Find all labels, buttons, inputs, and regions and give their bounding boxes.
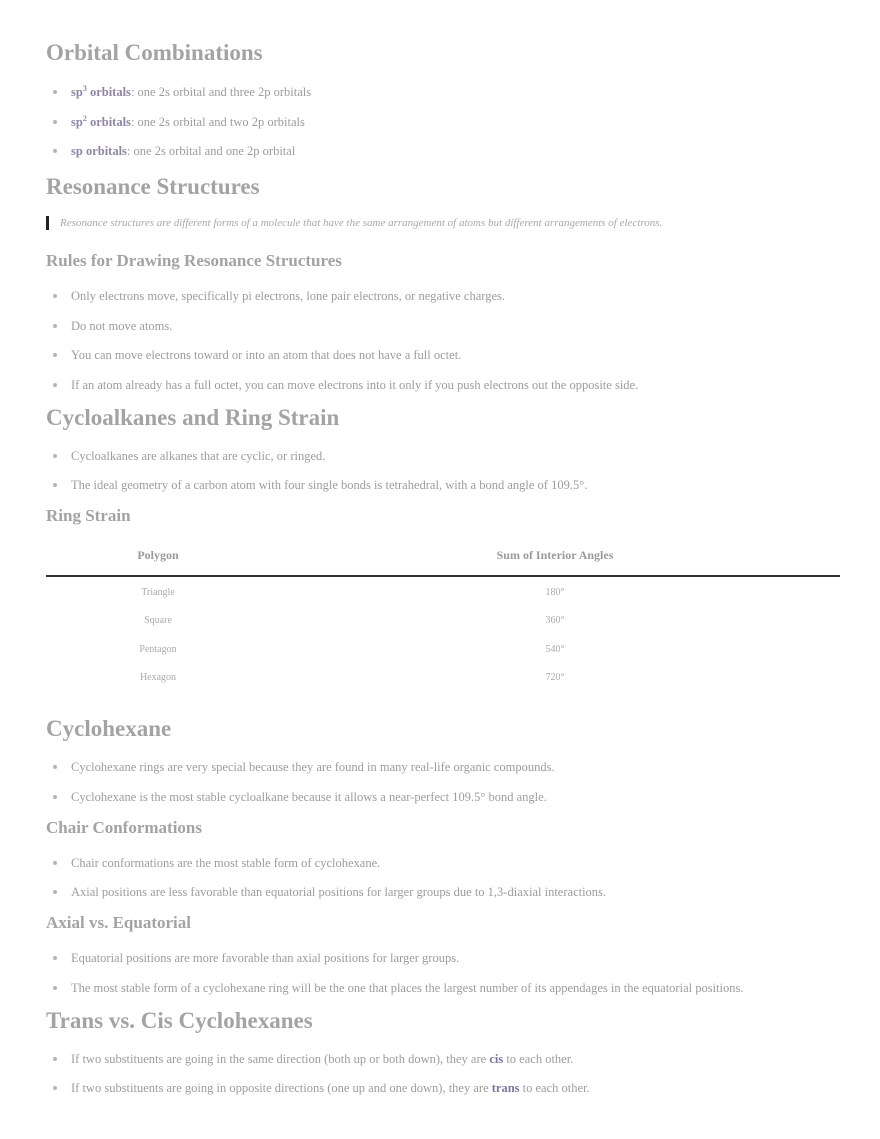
- list-item: [71, 142, 840, 160]
- heading-resonance-structures: Resonance Structures: [46, 174, 260, 199]
- quote-bar: [46, 216, 49, 230]
- column-header-polygon: Polygon: [46, 535, 270, 576]
- cyclohexane-list: [46, 758, 840, 806]
- table-row: [46, 576, 840, 607]
- term-superscript: 2: [82, 113, 87, 123]
- list-item: You can move electrons toward or into an atom that does not have a full octet.: [71, 346, 840, 364]
- orbital-list: [46, 83, 840, 160]
- item-text: : one 2s orbital and one 2p orbital: [126, 144, 296, 158]
- item-text: : one 2s orbital and three 2p orbitals: [130, 85, 312, 99]
- term-text: sp: [71, 114, 83, 129]
- resonance-rules-list: [46, 287, 840, 394]
- keyword-cis: cis: [489, 1051, 504, 1066]
- quote-text: Resonance structures are different forms of a molecule that have the same arrangement of atoms but different arrangements of electrons.: [60, 217, 663, 229]
- keyword-trans: trans: [491, 1081, 520, 1095]
- resonance-definition-quote: [46, 216, 840, 230]
- table-row: [46, 635, 840, 664]
- column-header-sum-angles: Sum of Interior Angles: [270, 535, 840, 576]
- heading-cyclohexane: Cyclohexane: [46, 716, 172, 741]
- table-cell: 360°: [545, 615, 565, 627]
- heading-axial-vs-equatorial: Axial vs. Equatorial: [46, 913, 191, 932]
- list-item: Equatorial positions are more favorable than axial positions for larger groups.: [71, 949, 840, 967]
- heading-orbital-combinations: Orbital Combinations: [46, 40, 263, 65]
- list-item: Axial positions are less favorable than equatorial positions for larger groups due to 1,3-diaxial interactions.: [71, 883, 840, 901]
- table-cell: Square: [144, 615, 172, 627]
- table-cell: Pentagon: [139, 643, 177, 655]
- table-cell: 720°: [545, 672, 565, 684]
- heading-resonance-rules: Rules for Drawing Resonance Structures: [46, 251, 342, 270]
- item-text: If two substituents are going in the same direction (both up or both down), they are: [71, 1051, 490, 1066]
- list-item: Cyclohexane rings are very special because they are found in many real-life organic compounds.: [71, 758, 840, 776]
- list-item: The ideal geometry of a carbon atom with four single bonds is tetrahedral, with a bond angle of 109.5°.: [71, 476, 840, 494]
- table-cell: 180°: [545, 586, 565, 598]
- heading-ring-strain: Ring Strain: [46, 506, 131, 525]
- list-item: Only electrons move, specifically pi electrons, lone pair electrons, or negative charges.: [71, 287, 840, 305]
- term-text: sp orbitals: [71, 144, 127, 158]
- item-text: to each other.: [519, 1081, 590, 1095]
- list-item: [71, 1050, 840, 1068]
- list-item: [71, 113, 840, 131]
- list-item: Cycloalkanes are alkanes that are cyclic, or ringed.: [71, 447, 840, 465]
- heading-cycloalkanes: Cycloalkanes and Ring Strain: [46, 404, 340, 430]
- chair-conformations-list: [46, 854, 840, 902]
- term-text: sp: [71, 85, 83, 99]
- cycloalkanes-list: [46, 447, 840, 495]
- table-cell: Triangle: [141, 586, 175, 598]
- item-text: to each other.: [503, 1051, 574, 1066]
- list-item: Chair conformations are the most stable form of cyclohexane.: [71, 854, 840, 872]
- table-row: [46, 607, 840, 636]
- trans-cis-list: [46, 1050, 840, 1098]
- list-item: If an atom already has a full octet, you can move electrons into it only if you push electrons out the opposite side.: [71, 376, 840, 394]
- table-cell: 540°: [545, 643, 565, 655]
- item-text: If two substituents are going in opposite directions (one up and one down), they are: [71, 1081, 492, 1095]
- heading-trans-vs-cis: Trans vs. Cis Cyclohexanes: [46, 1007, 313, 1033]
- list-item: Cyclohexane is the most stable cycloalkane because it allows a near-perfect 109.5° bond angle.: [71, 788, 840, 806]
- table-cell: Hexagon: [139, 672, 177, 684]
- term-text: orbitals: [86, 114, 131, 129]
- list-item: Do not move atoms.: [71, 317, 840, 335]
- list-item: [71, 1079, 840, 1097]
- table-row: [46, 664, 840, 693]
- item-text: : one 2s orbital and two 2p orbitals: [130, 114, 305, 129]
- ring-strain-table: [46, 535, 840, 692]
- term-superscript: 3: [82, 83, 87, 93]
- list-item: The most stable form of a cyclohexane ring will be the one that places the largest number of its appendages in the equatorial positions.: [71, 979, 840, 997]
- term-text: orbitals: [86, 85, 131, 99]
- axial-equatorial-list: [46, 949, 840, 997]
- heading-chair-conformations: Chair Conformations: [46, 817, 202, 837]
- list-item: [71, 83, 840, 101]
- table-header-row: [46, 535, 840, 576]
